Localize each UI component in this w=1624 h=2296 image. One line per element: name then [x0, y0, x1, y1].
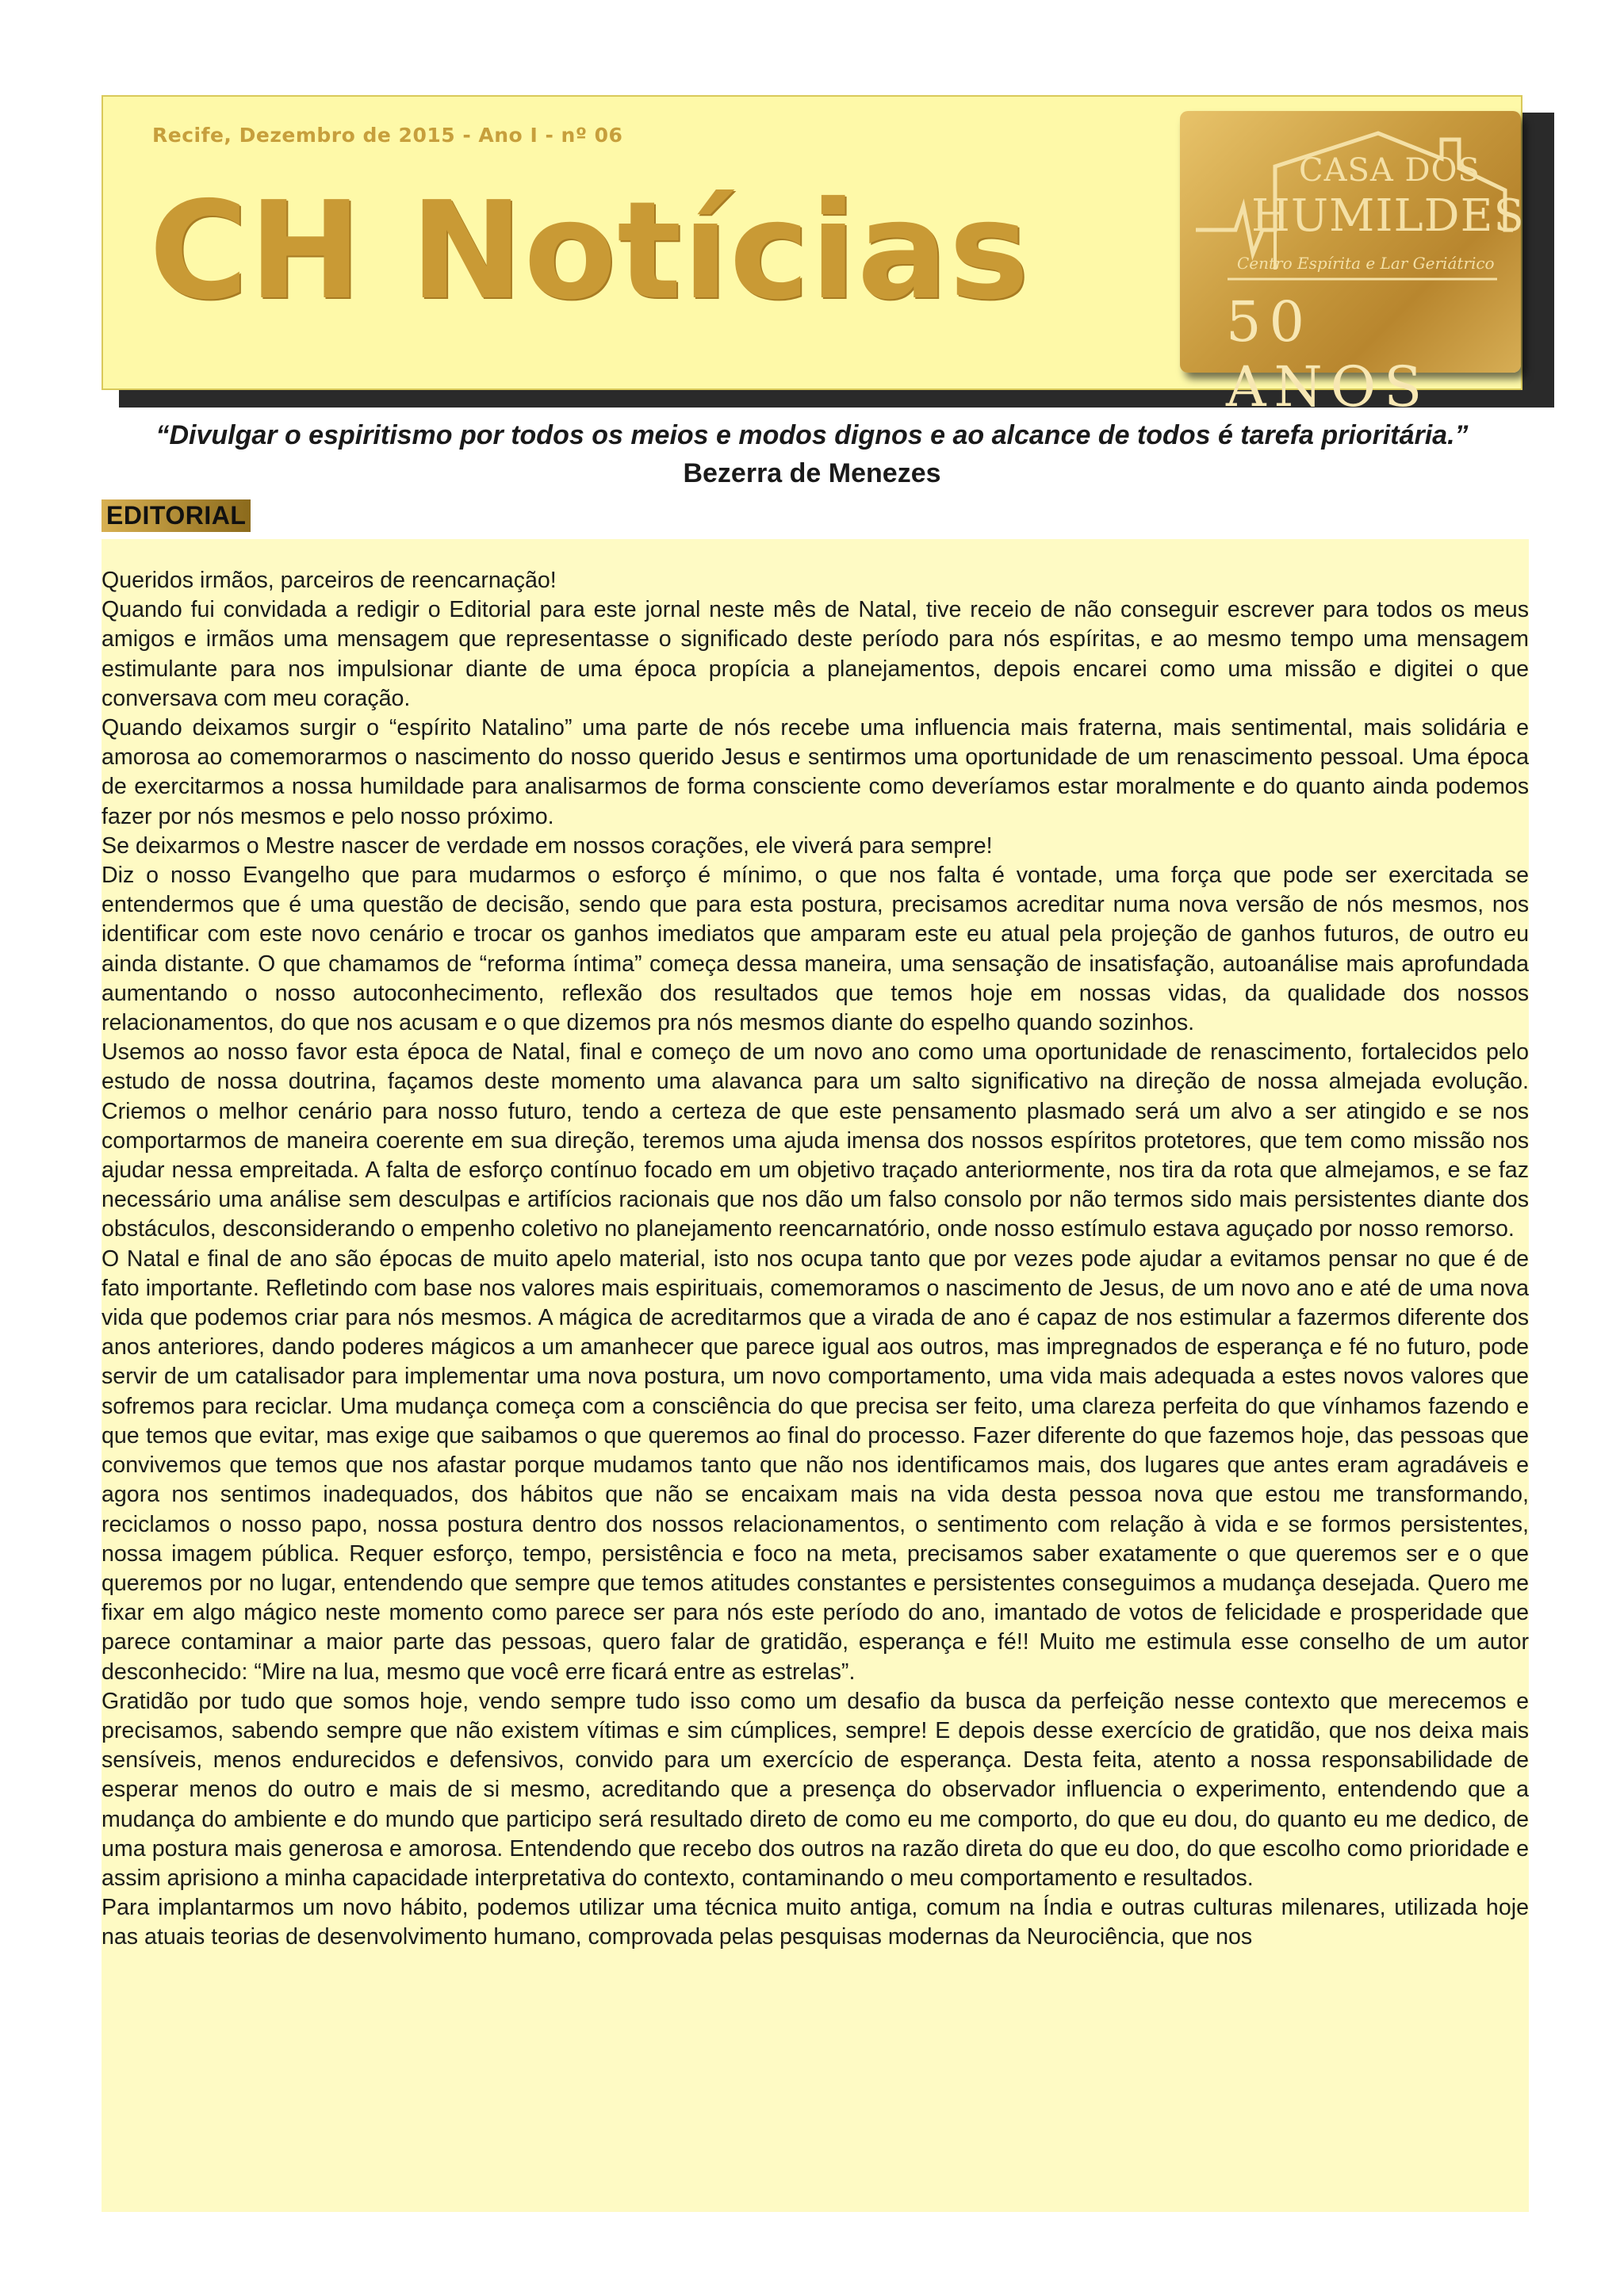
editorial-paragraph: Quando fui convidada a redigir o Editorial para este jornal neste mês de Natal, tive receio de não conseguir escrever para todos os meus amigos e irmãos uma mensagem que representasse o significado deste período para nós espíritas, e ao mesmo tempo uma mensagem estimulante para nos impulsionar diante de uma época propícia a planejamentos, depois encarei como uma missão e digitei o que conversava com meu coração.	[102, 597, 1529, 711]
newspaper-title: CH Notícias	[149, 173, 1030, 330]
logo-text-humildes: HUMILDES	[1251, 190, 1525, 242]
editorial-paragraph: Queridos irmãos, parceiros de reencarnação!	[102, 568, 557, 593]
logo-text-subtitle: Centro Espírita e Lar Geriátrico	[1237, 254, 1495, 273]
editorial-paragraph: Para implantarmos um novo hábito, podemos utilizar uma técnica muito antiga, comum na Índia e outras culturas milenares, utilizada hoje nas atuais teorias de desenvolvimento humano, comprovada pelas pesquisas modernas da Neurociência, que nos	[102, 1895, 1529, 1950]
editorial-paragraph: Gratidão por tudo que somos hoje, vendo sempre tudo isso como um desafio da busca da perfeição nesse contexto que merecemos e precisamos, sabendo sempre que não existem vítimas e sim cúmplices, sempre! E depois desse exercício de gratidão, que nos deixa mais sensíveis, menos endurecidos e defensivos, convido para um exercício de esperança. Desta feita, atento a nossa responsabilidade de esperar menos do outro e mais de si mesmo, acreditando que a presença do observador influencia o experimento, entendendo que a mudança do ambiente e do mundo que participo será resultado direto de como eu me comporto, do que eu dou, do quanto eu me dedico, de uma postura mais generosa e amorosa. Entendendo que recebo dos outros na razão direta do que eu doo, do que escolho como prioridade e assim aprisiono a minha capacidade interpretativa do contexto, contaminando o meu comportamento e resultados.	[102, 1688, 1529, 1891]
editorial-paragraph: Se deixarmos o Mestre nascer de verdade em nossos corações, ele viverá para sempre!	[102, 832, 993, 859]
epigraph-author: Bezerra de Menezes	[683, 458, 941, 488]
logo-text-50-anos: 50 ANOS	[1226, 289, 1431, 419]
editorial-body	[102, 566, 1529, 1953]
dateline: Recife, Dezembro de 2015 - Ano I - nº 06	[152, 124, 623, 147]
logo-text-casa-dos: CASA DOS	[1299, 152, 1480, 189]
editorial-paragraph: Usemos ao nosso favor esta época de Natal, final e começo de um novo ano como uma oportunidade de renascimento, fortalecidos pelo estudo de nossa doutrina, façamos deste momento uma alavanca para um salto significativo na direção de nossa almejada evolução. Criemos o melhor cenário para nosso futuro, tendo a certeza de que este pensamento plasmado será um alvo a ser atingido e se nos comportarmos de maneira coerente em sua direção, teremos uma ajuda imensa dos nossos espíritos protetores, que tem como missão nos ajudar nessa empreitada. A falta de esforço contínuo focado em um objetivo traçado anteriormente, nos tira da rota que almejamos, e se faz necessário uma análise sem desculpas e artifícios racionais que nos dão um falso consolo por não termos sido mais persistentes diante dos obstáculos, desconsiderando o empenho coletivo no planejamento reencarnatório, onde nosso estímulo estava aguçado por nosso remorso.	[102, 1039, 1529, 1242]
casa-dos-humildes-logo	[1180, 111, 1525, 419]
epigraph-quote: “Divulgar o espiritismo por todos os meios e modos dignos e ao alcance de todos é tarefa prioritária.”	[155, 420, 1469, 450]
masthead	[102, 95, 1525, 419]
section-label-editorial: EDITORIAL	[102, 499, 251, 532]
editorial-paragraph: Quando deixamos surgir o “espírito Natalino” uma parte de nós recebe uma influencia mais fraterna, mais sentimental, mais solidária e amorosa ao comemorarmos o nascimento do nosso querido Jesus e sentirmos uma oportunidade de um renascimento pessoal. Uma época de exercitarmos a nossa humildade para analisarmos de forma consciente como deveríamos estar moralmente e do quanto ainda podemos fazer por nós mesmos e pelo nosso próximo.	[102, 715, 1529, 829]
editorial-paragraph: Diz o nosso Evangelho que para mudarmos o esforço é mínimo, o que nos falta é vontade, uma força que pode ser exercitada se entendermos que é uma questão de decisão, sendo que para esta postura, precisamos acreditar numa nova versão de nós mesmos, nos identificar com este novo cenário e trocar os ganhos imediatos que amparam este eu atual pela projeção de ganhos futuros, de outro eu ainda distante. O que chamamos de “reforma íntima” começa dessa maneira, uma sensação de insatisfação, autoanálise mais aprofundada aumentando o nosso autoconhecimento, reflexão dos resultados que temos hoje em nossas vidas, da qualidade dos nossos relacionamentos, do que nos acusam e o que dizemos pra nós mesmos diante do espelho quando sozinhos.	[102, 863, 1529, 1036]
editorial-paragraph: O Natal e final de ano são épocas de muito apelo material, isto nos ocupa tanto que por vezes pode ajudar a evitamos pensar no que é de fato importante. Refletindo com base nos valores mais espirituais, comemoramos o nascimento de Jesus, de um novo ano e até de uma nova vida que podemos criar para nós mesmos. A mágica de acreditarmos que a virada de ano é capaz de nos estimular a fazermos diferente dos anos anteriores, dando poderes mágicos a um amanhecer que parece igual aos outros, mas impregnados de esperança e fé no futuro, pode servir de um catalisador para implementar uma nova postura, um novo comportamento, uma vida mais adequada a estes novos valores que sofremos para reciclar. Uma mudança começa com a consciência do que precisa ser feito, uma clareza perfeita do que vínhamos fazendo e que temos que evitar, mas exige que saibamos o que queremos ao final do processo. Fazer diferente do que fazemos hoje, das pessoas que convivemos que temos que nos afastar porque mudamos tanto que não nos identificamos mais, dos lugares que antes eram agradáveis e agora nos sentimos inadequados, dos hábitos que não se encaixam mais na vida desta pessoa nova que estou me transformando, reciclamos o nosso papo, nossa postura dentro dos nossos relacionamentos, o sentimento com relação à vida e se formos persistentes, nossa imagem pública. Requer esforço, tempo, persistência e foco na meta, precisamos saber exatamente o que queremos ser e o que queremos por no lugar, entendendo que sempre que temos atitudes constantes e persistentes conseguimos a mudança desejada. Quero me fixar em algo mágico neste momento como parece ser para nós este período do ano, imantado de votos de felicidade e prosperidade que parece contaminar a maior parte das pessoas, quero falar de gratidão, esperança e fé!! Muito me estimula esse conselho de um autor desconhecido: “Mire na lua, mesmo que você erre ficará entre as estrelas”.	[102, 1246, 1529, 1685]
